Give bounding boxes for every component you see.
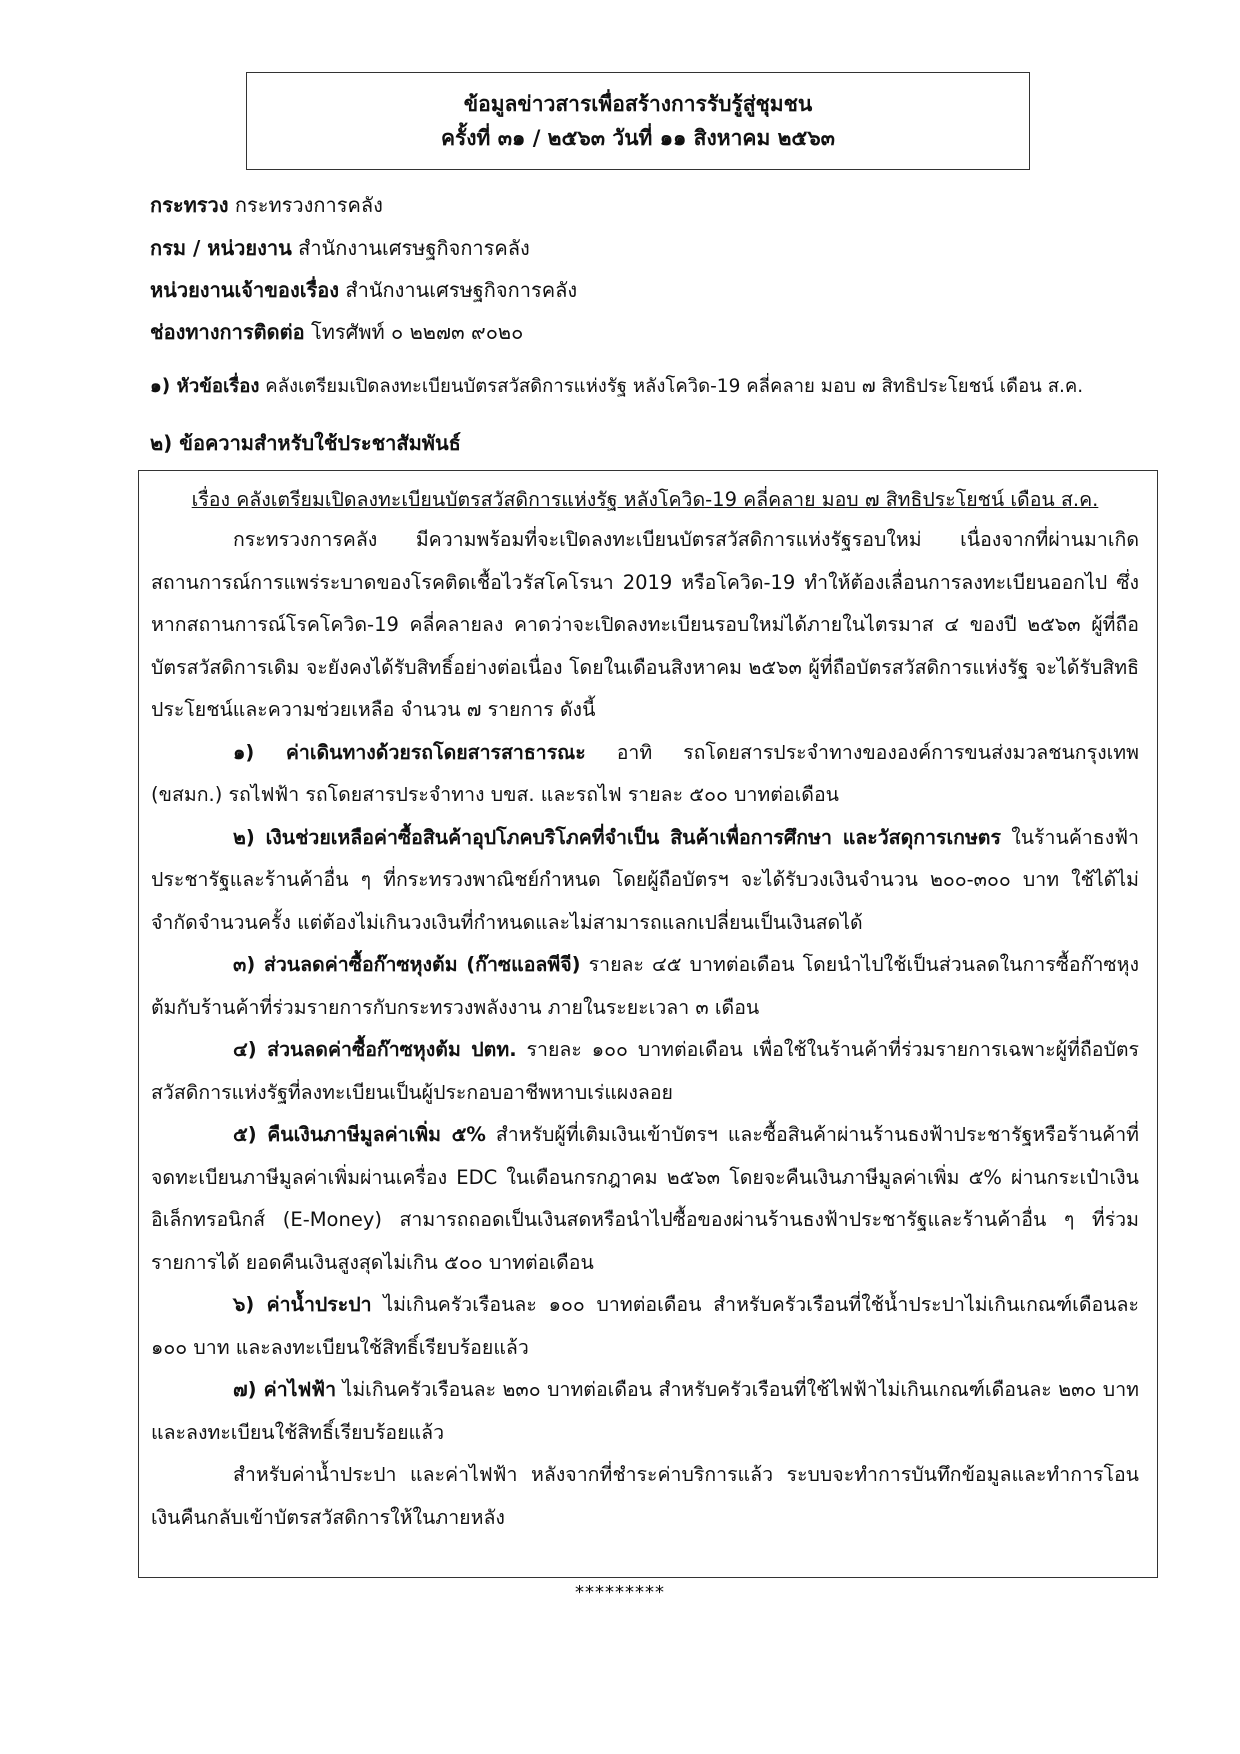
benefit-text-3: รายละ ๔๕ บาทต่อเดือน โดยนำไปใช้เป็นส่วนลดในการซื้อก๊าซหุงต้มกับร้านค้าที่ร่วมรายการกับกระทรวงพลังงาน ภายในระยะเวลา ๓ เดือน	[151, 953, 1140, 1019]
benefit-title-3: ๓) ส่วนลดค่าซื้อก๊าซหุงต้ม (ก๊าซแอลพีจี)	[233, 953, 581, 976]
ministry-value: กระทรวงการคลัง	[234, 193, 383, 217]
section2-row	[150, 428, 461, 458]
section2-label: ๒) ข้อความสำหรับใช้ประชาสัมพันธ์	[150, 431, 461, 455]
benefit-text-6: ไม่เกินครัวเรือนละ ๑๐๐ บาทต่อเดือน สำหรับครัวเรือนที่ใช้น้ำประปาไม่เกินเกณฑ์เดือนละ ๑๐๐ บาท และลงทะเบียนใช้สิทธิ์เรียบร้อยแล้ว	[151, 1293, 1139, 1359]
end-marker: *********	[575, 1582, 665, 1603]
benefit-title-7: ๗) ค่าไฟฟ้า	[233, 1378, 337, 1401]
benefit-text-1: อาทิ รถโดยสารประจำทางขององค์การขนส่งมวลชนกรุงเทพ (ขสมก.) รถไฟฟ้า รถโดยสารประจำทาง บขส. และรถไฟ รายละ ๕๐๐ บาทต่อเดือน	[151, 740, 1139, 806]
benefit-text-2: ในร้านค้าธงฟ้าประชารัฐและร้านค้าอื่น ๆ ที่กระทรวงพาณิชย์กำหนด โดยผู้ถือบัตรฯ จะได้รับวงเงินจำนวน ๒๐๐-๓๐๐ บาท ใช้ได้ไม่จำกัดจำนวนครั้ง แต่ต้องไม่เกินวงเงินที่กำหนดและไม่สามารถแลกเปลี่ยนเป็นเงินสดได้	[151, 825, 1139, 934]
department-row	[150, 233, 530, 263]
benefit-item-3	[151, 944, 1139, 1029]
owner-value: สำนักงานเศรษฐกิจการคลัง	[345, 278, 578, 302]
title-box	[246, 72, 1030, 170]
intro-paragraph: กระทรวงการคลัง มีความพร้อมที่จะเปิดลงทะเบียนบัตรสวัสดิการแห่งรัฐรอบใหม่ เนื่องจากที่ผ่านมาเกิดสถานการณ์การแพร่ระบาดของโรคติดเชื้อไวรัสโคโรนา 2019 หรือโควิด-19 ทำให้ต้องเลื่อนการลงทะเบียนออกไป ซึ่งหากสถานการณ์โรคโควิด-19 คลี่คลายลง คาดว่าจะเปิดลงทะเบียนรอบใหม่ได้ภายในไตรมาส ๔ ของปี ๒๕๖๓ ผู้ที่ถือบัตรสวัสดิการเดิม จะยังคงได้รับสิทธิ์อย่างต่อเนื่อง โดยในเดือนสิงหาคม ๒๕๖๓ ผู้ที่ถือบัตรสวัสดิการแห่งรัฐ จะได้รับสิทธิประโยชน์และความช่วยเหลือ จำนวน ๗ รายการ ดังนี้	[151, 528, 1139, 721]
benefit-text-7: ไม่เกินครัวเรือนละ ๒๓๐ บาทต่อเดือน สำหรับครัวเรือนที่ใช้ไฟฟ้าไม่เกินเกณฑ์เดือนละ ๒๓๐ บาท และลงทะเบียนใช้สิทธิ์เรียบร้อยแล้ว	[151, 1378, 1139, 1444]
document-title: ข้อมูลข่าวสารเพื่อสร้างการรับรู้สู่ชุมชน	[463, 92, 813, 116]
benefit-title-5: ๕) คืนเงินภาษีมูลค่าเพิ่ม ๕%	[233, 1123, 486, 1146]
topic-label: ๑) หัวข้อเรื่อง	[150, 376, 260, 397]
press-release-box	[138, 470, 1158, 1578]
owner-row	[150, 275, 577, 305]
benefit-item-7	[151, 1369, 1139, 1454]
benefit-title-2: ๒) เงินช่วยเหลือค่าซื้อสินค้าอุปโภคบริโภคที่จำเป็น สินค้าเพื่อการศึกษา และวัสดุการเกษตร	[233, 825, 1001, 849]
ministry-row	[150, 190, 383, 220]
owner-label: หน่วยงานเจ้าของเรื่อง	[150, 278, 340, 302]
benefit-title-6: ๖) ค่าน้ำประปา	[233, 1293, 372, 1316]
benefit-text-5: สำหรับผู้ที่เติมเงินเข้าบัตรฯ และซื้อสินค้าผ่านร้านธงฟ้าประชารัฐหรือร้านค้าที่จดทะเบียนภาษีมูลค่าเพิ่มผ่านเครื่อง EDC ในเดือนกรกฎาคม ๒๕๖๓ โดยจะคืนเงินภาษีมูลค่าเพิ่ม ๕% ผ่านกระเป๋าเงินอิเล็กทรอนิกส์ (E-Money) สามารถถอดเป็นเงินสดหรือนำไปซื้อของผ่านร้านธงฟ้าประชารัฐและร้านค้าอื่น ๆ ที่ร่วมรายการได้ ยอดคืนเงินสูงสุดไม่เกิน ๕๐๐ บาทต่อเดือน	[151, 1123, 1140, 1274]
benefit-item-2	[151, 817, 1139, 945]
topic-row	[150, 372, 1083, 402]
closing-paragraph: สำหรับค่าน้ำประปา และค่าไฟฟ้า หลังจากที่ชำระค่าบริการแล้ว ระบบจะทำการบันทึกข้อมูลและทำการโอนเงินคืนกลับเข้าบัตรสวัสดิการให้ในภายหลัง	[151, 1463, 1139, 1529]
ministry-label: กระทรวง	[150, 193, 229, 217]
department-value: สำนักงานเศรษฐกิจการคลัง	[298, 236, 530, 260]
contact-value: โทรศัพท์ ๐ ๒๒๗๓ ๙๐๒๐	[310, 320, 524, 344]
topic-value: คลังเตรียมเปิดลงทะเบียนบัตรสวัสดิการแห่งรัฐ หลังโควิด-19 คลี่คลาย มอบ ๗ สิทธิประโยชน์ เดือน ส.ค.	[265, 376, 1084, 397]
department-label: กรม / หน่วยงาน	[150, 236, 292, 260]
contact-label: ช่องทางการติดต่อ	[150, 320, 305, 344]
benefit-title-1: ๑) ค่าเดินทางด้วยรถโดยสารสาธารณะ	[233, 740, 586, 764]
benefit-text-4: รายละ ๑๐๐ บาทต่อเดือน เพื่อใช้ในร้านค้าที่ร่วมรายการเฉพาะผู้ที่ถือบัตรสวัสดิการแห่งรัฐที่ลงทะเบียนเป็นผู้ประกอบอาชีพหาบเร่แผงลอย	[151, 1038, 1139, 1104]
release-subject: เรื่อง คลังเตรียมเปิดลงทะเบียนบัตรสวัสดิการแห่งรัฐ หลังโควิด-19 คลี่คลาย มอบ ๗ สิทธิประโยชน์ เดือน ส.ค.	[191, 488, 1099, 511]
benefit-item-6	[151, 1284, 1139, 1369]
benefit-item-4	[151, 1029, 1139, 1114]
benefit-item-1	[151, 732, 1139, 817]
contact-row	[150, 317, 523, 347]
benefit-title-4: ๔) ส่วนลดค่าซื้อก๊าซหุงต้ม ปตท.	[233, 1038, 517, 1061]
benefit-item-5	[151, 1114, 1139, 1284]
issue-date-line: ครั้งที่ ๓๑ / ๒๕๖๓ วันที่ ๑๑ สิงหาคม ๒๕๖๓	[440, 126, 836, 150]
